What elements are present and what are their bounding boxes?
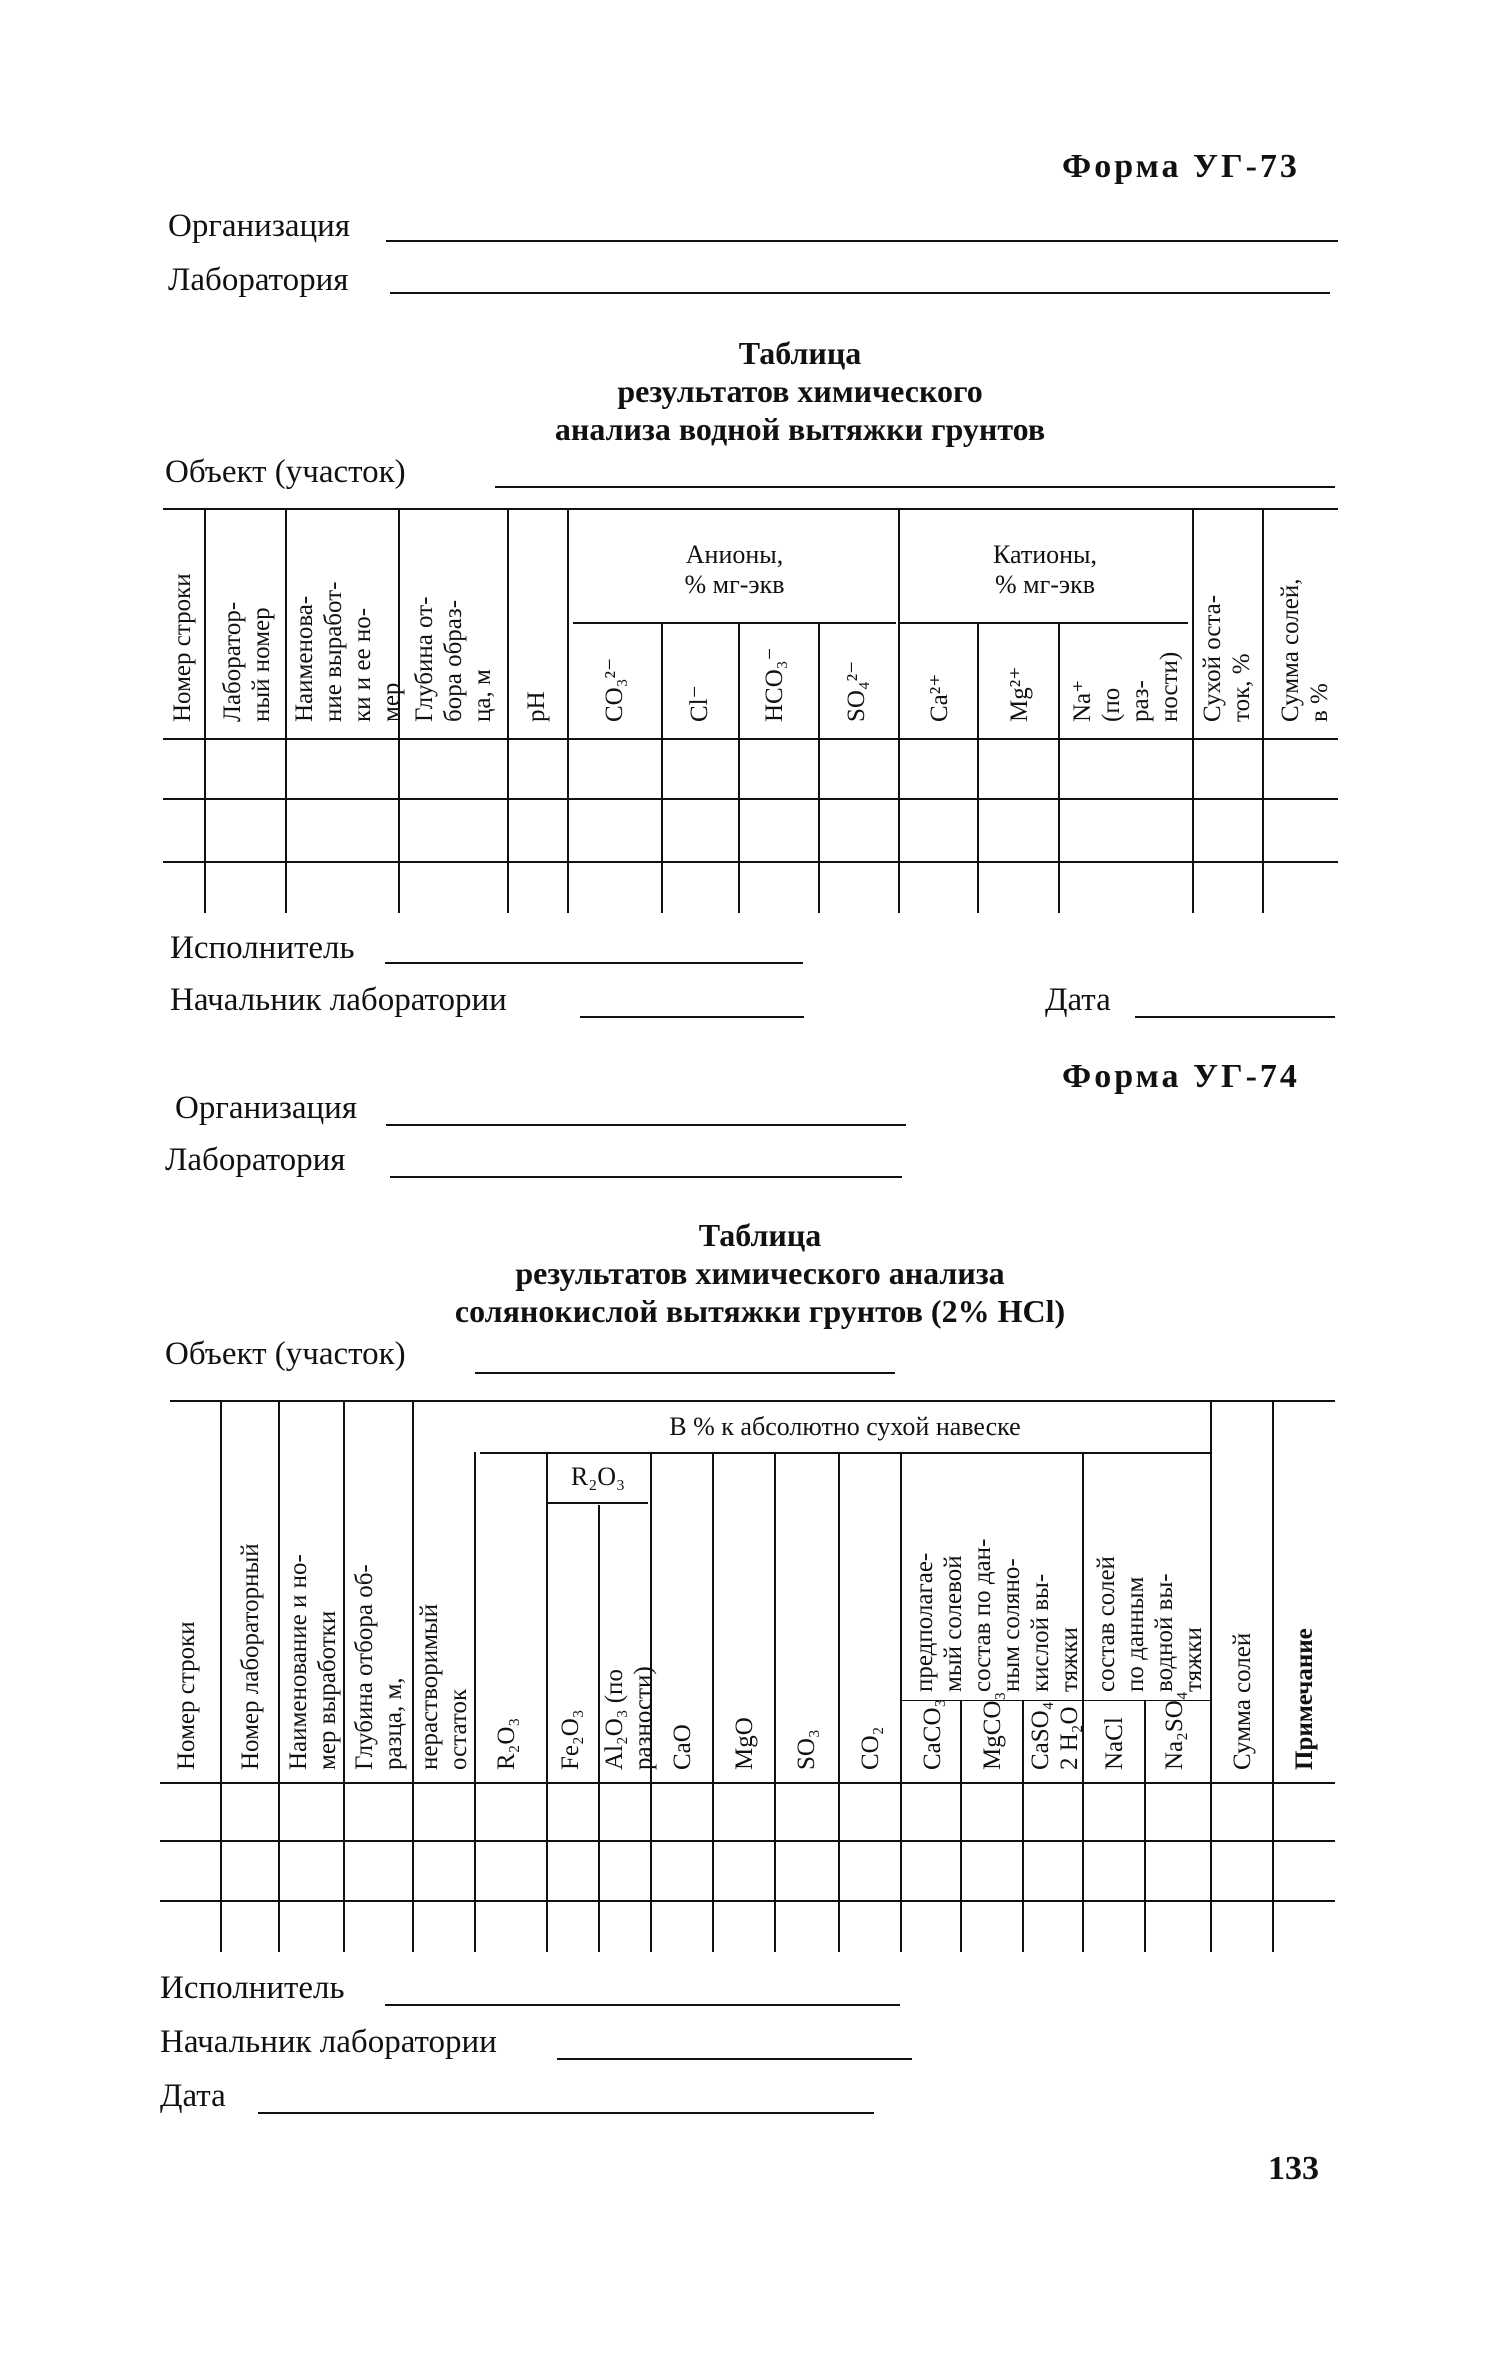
- col-salt-sum-2: Сумма солей: [1229, 1632, 1256, 1770]
- col-lab-number-2: Номер лабораторный: [237, 1543, 264, 1770]
- col-cao: CaO: [669, 1724, 696, 1770]
- date-label: Дата: [1045, 982, 1111, 1018]
- chief-field[interactable]: [580, 1016, 804, 1018]
- page-number: 133: [1268, 2150, 1319, 2187]
- col-na2so4: Na₂SO₄: [1161, 1691, 1188, 1770]
- absolute-dry-group: В % к абсолютно сухой навеске: [669, 1412, 1021, 1441]
- col-co2: CO₂: [857, 1726, 884, 1770]
- organization-field-2[interactable]: [386, 1124, 906, 1126]
- cations-group: Катионы, % мг-экв: [992, 540, 1098, 599]
- col-salt-sum: Сумма солей, в %: [1277, 578, 1333, 722]
- anions-group: Анионы, % мг-экв: [684, 540, 785, 599]
- col-so3: SO₃: [793, 1729, 820, 1770]
- organization-label: Организация: [168, 208, 351, 244]
- col-co3: CO₃²⁻: [601, 657, 628, 722]
- r2o3-group: R₂O₃: [570, 1462, 626, 1491]
- col-caco3: CaCO₃: [919, 1698, 946, 1770]
- col-note: Примечание: [1291, 1628, 1318, 1770]
- water-extract-group: состав солей по данным водной вы- тяжки: [1093, 1556, 1207, 1692]
- col-so4: SO₄²⁻: [843, 660, 870, 722]
- col-caso4: CaSO₄ 2 H₂O: [1027, 1701, 1083, 1770]
- salt-composition-group: предполагае- мый солевой состав по дан- ным солянo- кислой вы- тяжки: [911, 1538, 1083, 1692]
- object-field-2[interactable]: [475, 1372, 895, 1374]
- chief-field-2[interactable]: [557, 2058, 912, 2060]
- chief-label: Начальник лаборатории: [170, 982, 507, 1018]
- col-nacl: NaCl: [1101, 1717, 1128, 1770]
- col-lab-number: Лаборатор- ный номер: [219, 601, 275, 722]
- organization-label-2: Организация: [175, 1090, 358, 1126]
- col-insoluble: нерастворимый остаток: [416, 1603, 472, 1770]
- col-fe2o3: Fe₂O₃: [557, 1709, 584, 1770]
- organization-field[interactable]: [386, 240, 1338, 242]
- object-label: Объект (участок): [165, 454, 406, 490]
- col-cl: Cl⁻: [686, 685, 713, 722]
- col-mgco3: MgCO₃: [979, 1691, 1006, 1770]
- laboratory-field[interactable]: [390, 292, 1330, 294]
- col-na: Na⁺ (по раз- ности): [1069, 651, 1183, 722]
- executor-label: Исполнитель: [170, 930, 355, 966]
- col-hco3: HCO₃⁻: [761, 647, 788, 722]
- col-sample-depth: Глубина от- бора образ- ца, м: [411, 596, 496, 722]
- executor-field[interactable]: [385, 962, 803, 964]
- col-working-name: Наименова- ние выработ- ки и ее но- мер: [291, 581, 405, 722]
- col-sample-depth-2: Глубина отбора об- разца, м,: [351, 1564, 407, 1770]
- chief-label-2: Начальник лаборатории: [160, 2024, 497, 2060]
- col-row-number-2: Номер строки: [173, 1621, 200, 1770]
- executor-label-2: Исполнитель: [160, 1970, 345, 2006]
- col-mgo: MgO: [731, 1717, 758, 1770]
- form-74-title: Форма УГ-74: [1062, 1058, 1300, 1095]
- col-r2o3: R₂O₃: [493, 1717, 520, 1770]
- executor-field-2[interactable]: [385, 2004, 900, 2006]
- table-73-caption: Таблица результатов химического анализа водной вытяжки грунтов: [554, 335, 1046, 447]
- table-74-caption: Таблица результатов химического анализа солянокислой вытяжки грунтов (2% HCl): [454, 1217, 1066, 1329]
- col-al2o3: Al₂O₃ (по разности): [601, 1666, 657, 1770]
- col-row-number: Номер строки: [169, 573, 196, 722]
- col-mg: Mg²⁺: [1006, 666, 1033, 722]
- form-73-title: Форма УГ-73: [1062, 148, 1300, 185]
- object-field[interactable]: [495, 486, 1335, 488]
- col-working-name-2: Наименование и но- мер выработки: [285, 1554, 341, 1770]
- laboratory-label-2: Лаборатория: [165, 1142, 346, 1178]
- date-field-2[interactable]: [258, 2112, 874, 2114]
- date-label-2: Дата: [160, 2078, 226, 2114]
- laboratory-field-2[interactable]: [390, 1176, 902, 1178]
- col-ph: pH: [523, 691, 550, 722]
- col-dry-residue: Сухой оста- ток, %: [1199, 594, 1255, 722]
- date-field[interactable]: [1135, 1016, 1335, 1018]
- object-label-2: Объект (участок): [165, 1336, 406, 1372]
- col-ca: Ca²⁺: [926, 673, 953, 722]
- laboratory-label: Лаборатория: [168, 262, 349, 298]
